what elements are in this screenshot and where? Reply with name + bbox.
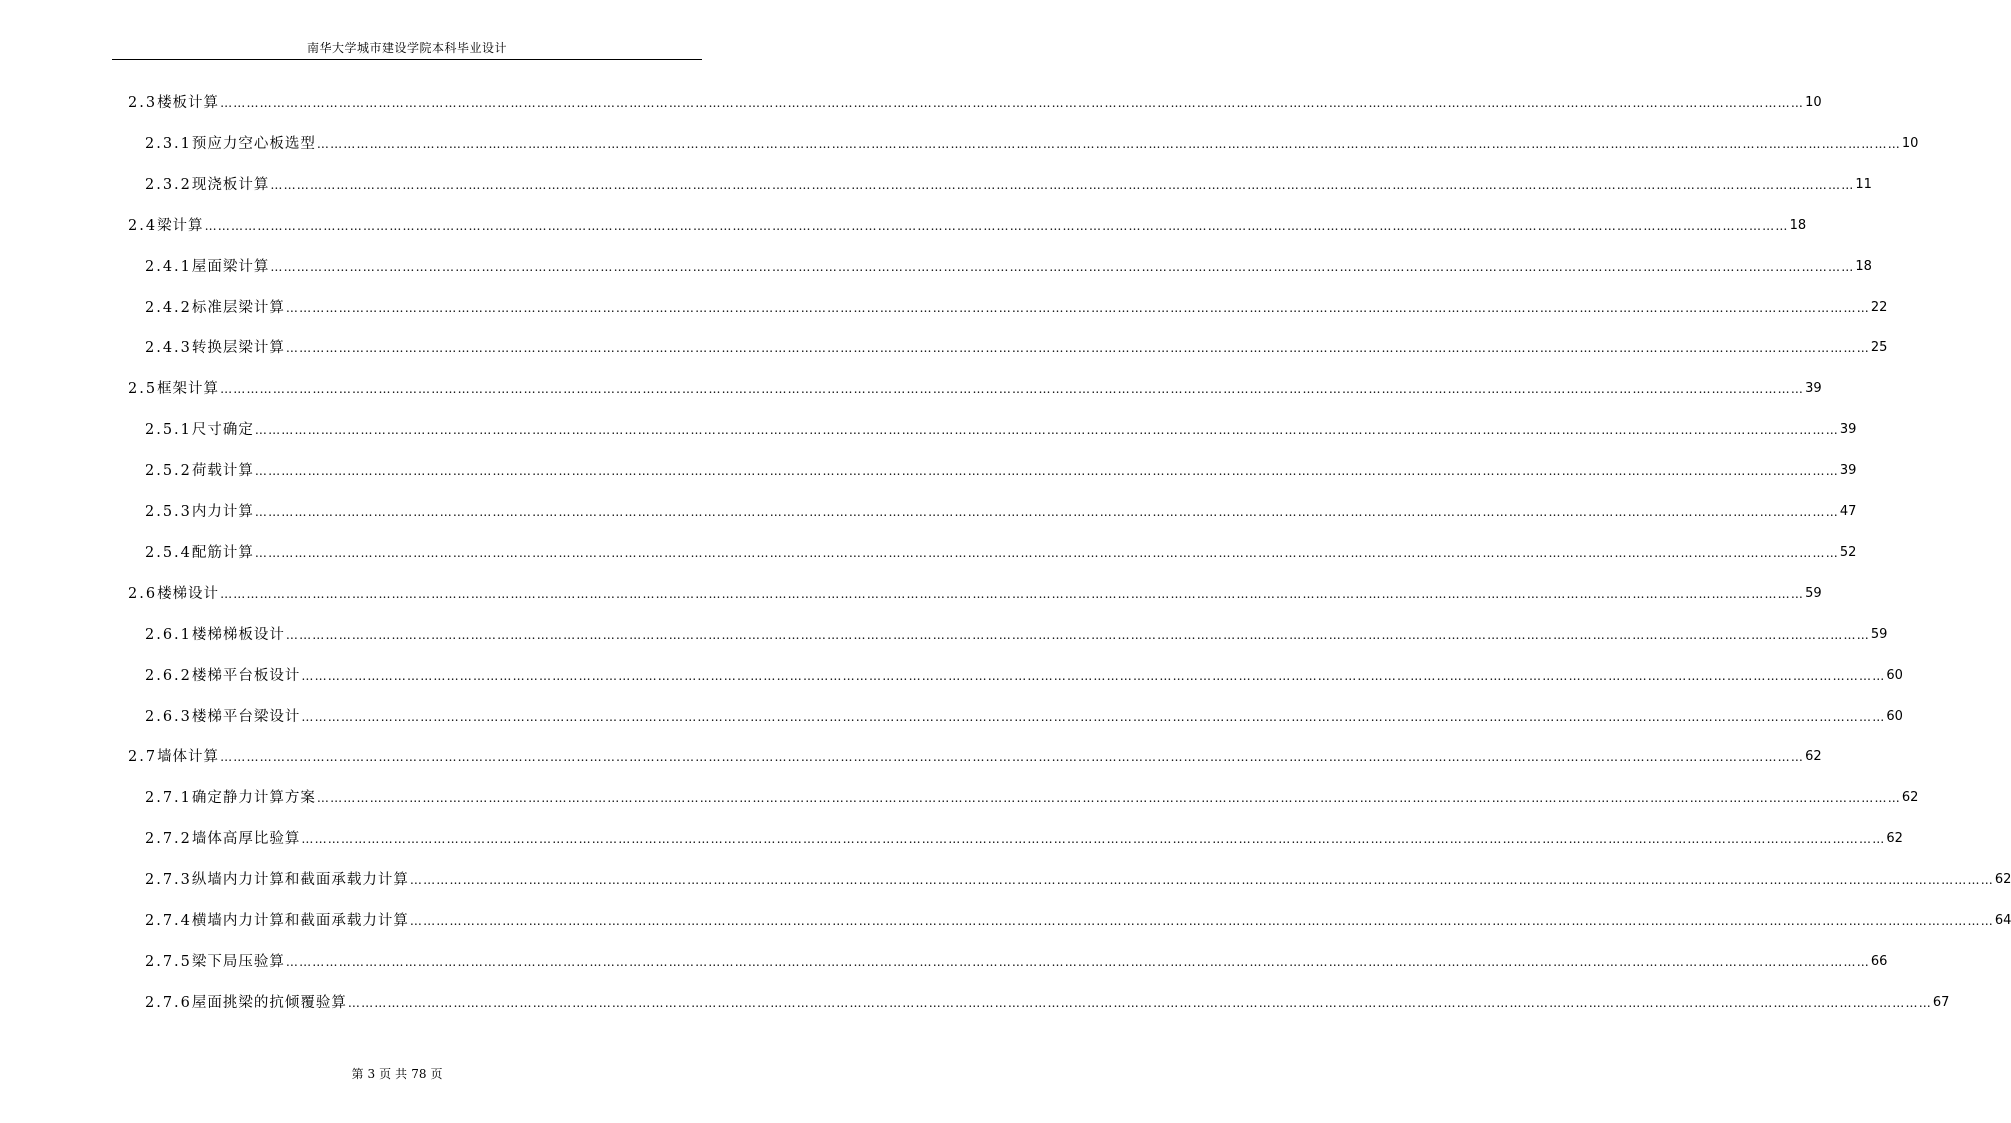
toc-entry-number: 2.4.3	[145, 340, 192, 357]
toc-entry[interactable]	[145, 664, 1903, 686]
toc-entry-title: 框架计算	[157, 381, 220, 398]
toc-entry-title: 楼梯平台板设计	[191, 667, 301, 684]
toc-entry-title: 尺寸确定	[191, 422, 254, 439]
toc-entry-number: 2.5	[128, 381, 158, 398]
toc-entry-page: 39	[1839, 422, 1857, 438]
toc-entry-title: 楼梯平台梁设计	[191, 708, 301, 725]
toc-dot-leader: ………………………………………………………………………………………………………………………………………………………………………………………………………………………………………………………………………………………………………………………………	[409, 914, 1994, 928]
toc-entry-page: 10	[1805, 95, 1822, 110]
toc-entry-number: 2.6.3	[145, 708, 192, 725]
toc-dot-leader: ………………………………………………………………………………………………………………………………………………………………………………………………………………………………………………………………………………………………………………………………	[301, 668, 1886, 683]
toc-entry-page: 64	[1994, 913, 2011, 928]
toc-entry-title: 屋面梁计算	[191, 258, 270, 275]
toc-entry-page: 25	[1870, 340, 1888, 356]
toc-entry-number: 2.4	[128, 217, 158, 234]
toc-entry-page: 62	[1805, 749, 1822, 765]
toc-entry-page: 39	[1805, 381, 1822, 397]
header-title: 南华大学城市建设学院本科毕业设计	[306, 41, 507, 55]
toc-entry-page: 47	[1839, 504, 1857, 519]
toc-dot-leader: ………………………………………………………………………………………………………………………………………………………………………………………………………………………………………………………………………………………………………………………………	[316, 136, 1901, 151]
toc-entry[interactable]	[145, 173, 1872, 195]
toc-entry-title: 楼梯设计	[157, 585, 220, 602]
toc-entry[interactable]	[128, 377, 1822, 399]
toc-entry-page: 22	[1870, 299, 1888, 315]
footer-suffix: 页	[430, 1067, 443, 1081]
toc-entry-page: 66	[1870, 953, 1888, 969]
toc-entry-page: 60	[1886, 667, 1903, 683]
toc-entry[interactable]	[128, 214, 1807, 236]
toc-dot-leader: ………………………………………………………………………………………………………………………………………………………………………………………………………………………………………………………………………………………………………………………………	[301, 709, 1886, 724]
toc-entry[interactable]	[145, 705, 1903, 727]
toc-entry[interactable]	[145, 296, 1888, 318]
toc-dot-leader: ………………………………………………………………………………………………………………………………………………………………………………………………………………………………………………………………………………………………………………………………	[220, 382, 1805, 397]
toc-entry[interactable]	[145, 991, 1950, 1013]
toc-entry[interactable]	[145, 909, 2011, 931]
toc-dot-leader: ………………………………………………………………………………………………………………………………………………………………………………………………………………………………………………………………………………………………………………………………	[270, 177, 1855, 192]
toc-entry-page: 62	[1886, 831, 1903, 847]
toc-dot-leader: ………………………………………………………………………………………………………………………………………………………………………………………………………………………………………………………………………………………………………………………………	[347, 995, 1932, 1010]
toc-dot-leader: ………………………………………………………………………………………………………………………………………………………………………………………………………………………………………………………………………………………………………………………………	[285, 300, 1870, 315]
toc-entry[interactable]	[145, 950, 1888, 972]
toc-entry-title: 预应力空心板选型	[191, 135, 316, 152]
toc-entry-page: 10	[1901, 135, 1919, 151]
toc-entry[interactable]	[145, 500, 1857, 522]
toc-entry-page: 18	[1855, 258, 1872, 274]
toc-entry-number: 2.3	[128, 95, 158, 111]
toc-entry-title: 屋面挑梁的抗倾覆验算	[191, 994, 347, 1011]
toc-dot-leader: ………………………………………………………………………………………………………………………………………………………………………………………………………………………………………………………………………………………………………………………………	[285, 627, 1870, 642]
toc-entry[interactable]	[145, 418, 1857, 440]
toc-entry-title: 墙体计算	[157, 749, 220, 766]
toc-entry-title: 梁下局压验算	[191, 953, 285, 970]
toc-entry-title: 配筋计算	[191, 544, 254, 561]
toc-dot-leader: ………………………………………………………………………………………………………………………………………………………………………………………………………………………………………………………………………………………………………………………………	[220, 96, 1805, 110]
page-footer	[0, 1066, 794, 1082]
toc-entry-title: 内力计算	[191, 504, 254, 520]
toc-entry[interactable]	[145, 132, 1919, 154]
footer-prefix: 第	[351, 1067, 364, 1081]
toc-dot-leader: ………………………………………………………………………………………………………………………………………………………………………………………………………………………………………………………………………………………………………………………………	[409, 873, 1994, 888]
toc-entry-title: 荷载计算	[191, 463, 254, 480]
toc-dot-leader: ………………………………………………………………………………………………………………………………………………………………………………………………………………………………………………………………………………………………………………………………	[254, 545, 1839, 560]
toc-entry-number: 2.5.1	[145, 422, 192, 439]
toc-entry-title: 横墙内力计算和截面承载力计算	[191, 913, 409, 929]
toc-entry-page: 59	[1870, 626, 1888, 642]
toc-dot-leader: ………………………………………………………………………………………………………………………………………………………………………………………………………………………………………………………………………………………………………………………………	[254, 423, 1839, 438]
toc-entry-page: 52	[1839, 544, 1857, 560]
toc-entry-number: 2.7.3	[145, 872, 192, 889]
toc-entry-number: 2.3.2	[145, 176, 192, 193]
toc-entry-page: 18	[1789, 217, 1807, 233]
toc-entry-number: 2.7.1	[145, 790, 192, 807]
toc-dot-leader: ………………………………………………………………………………………………………………………………………………………………………………………………………………………………………………………………………………………………………………………………	[316, 791, 1901, 806]
toc-entry-title: 确定静力计算方案	[191, 790, 316, 807]
toc-entry-title: 梁计算	[157, 217, 204, 234]
toc-entry-title: 标准层梁计算	[191, 299, 285, 316]
toc-entry-page: 11	[1855, 176, 1872, 192]
toc-dot-leader: ………………………………………………………………………………………………………………………………………………………………………………………………………………………………………………………………………………………………………………………………	[220, 586, 1805, 601]
footer-total-word: 共	[395, 1067, 408, 1081]
toc-entry-number: 2.4.2	[145, 299, 192, 316]
toc-entry[interactable]	[145, 827, 1903, 849]
footer-total-pages: 78	[411, 1067, 427, 1081]
toc-entry[interactable]	[145, 623, 1888, 645]
toc-entry-number: 2.7.2	[145, 831, 192, 848]
footer-page-word: 页	[379, 1067, 392, 1081]
toc-entry[interactable]	[145, 868, 2011, 890]
toc-dot-leader: ………………………………………………………………………………………………………………………………………………………………………………………………………………………………………………………………………………………………………………………………	[220, 750, 1805, 765]
toc-entry-title: 转换层梁计算	[191, 340, 285, 357]
toc-entry[interactable]	[145, 336, 1888, 358]
toc-entry-page: 39	[1839, 463, 1857, 479]
toc-dot-leader: ………………………………………………………………………………………………………………………………………………………………………………………………………………………………………………………………………………………………………………………………	[301, 832, 1886, 847]
toc-dot-leader: ………………………………………………………………………………………………………………………………………………………………………………………………………………………………………………………………………………………………………………………………	[285, 954, 1870, 969]
toc-entry-number: 2.7.5	[145, 953, 192, 970]
toc-dot-leader: ………………………………………………………………………………………………………………………………………………………………………………………………………………………………………………………………………………………………………………………………	[204, 218, 1789, 233]
toc-entry-title: 纵墙内力计算和截面承载力计算	[191, 872, 409, 889]
toc-entry-page: 62	[1994, 872, 2011, 888]
toc-entry[interactable]	[128, 582, 1822, 604]
toc-entry-number: 2.3.1	[145, 135, 192, 152]
toc-entry-number: 2.6.2	[145, 667, 192, 684]
toc-entry-title: 墙体高厚比验算	[191, 831, 301, 848]
toc-entry-number: 2.4.1	[145, 258, 192, 275]
toc-entry-page: 60	[1886, 708, 1903, 724]
footer-current-page: 3	[367, 1067, 376, 1081]
toc-entry[interactable]	[145, 255, 1872, 277]
toc-entry-title: 现浇板计算	[191, 176, 270, 193]
toc-entry[interactable]	[128, 745, 1822, 767]
toc-entry[interactable]	[145, 541, 1857, 563]
toc-entry-number: 2.6.1	[145, 626, 192, 643]
toc-entry-number: 2.5.4	[145, 544, 192, 561]
toc-entry-title: 楼板计算	[157, 95, 220, 111]
toc-dot-leader: ………………………………………………………………………………………………………………………………………………………………………………………………………………………………………………………………………………………………………………………………	[254, 505, 1839, 519]
toc-entry-page: 59	[1805, 585, 1822, 601]
toc-dot-leader: ………………………………………………………………………………………………………………………………………………………………………………………………………………………………………………………………………………………………………………………………	[285, 341, 1870, 356]
toc-entry-number: 2.6	[128, 585, 158, 602]
toc-entry-number: 2.5.2	[145, 463, 192, 480]
toc-entry-number: 2.7.4	[145, 913, 192, 929]
toc-entry-number: 2.7.6	[145, 994, 192, 1011]
toc-entry-page: 62	[1901, 790, 1919, 806]
toc-entry[interactable]	[128, 91, 1822, 113]
toc-entry[interactable]	[145, 786, 1919, 808]
toc-dot-leader: ………………………………………………………………………………………………………………………………………………………………………………………………………………………………………………………………………………………………………………………………	[270, 259, 1855, 274]
toc-entry-number: 2.7	[128, 749, 158, 766]
toc-entry-number: 2.5.3	[145, 504, 192, 520]
toc-entry-page: 67	[1932, 994, 1950, 1010]
toc-dot-leader: ………………………………………………………………………………………………………………………………………………………………………………………………………………………………………………………………………………………………………………………………	[254, 464, 1839, 479]
toc-entry-title: 楼梯梯板设计	[191, 626, 285, 643]
toc-entry[interactable]	[145, 459, 1857, 481]
